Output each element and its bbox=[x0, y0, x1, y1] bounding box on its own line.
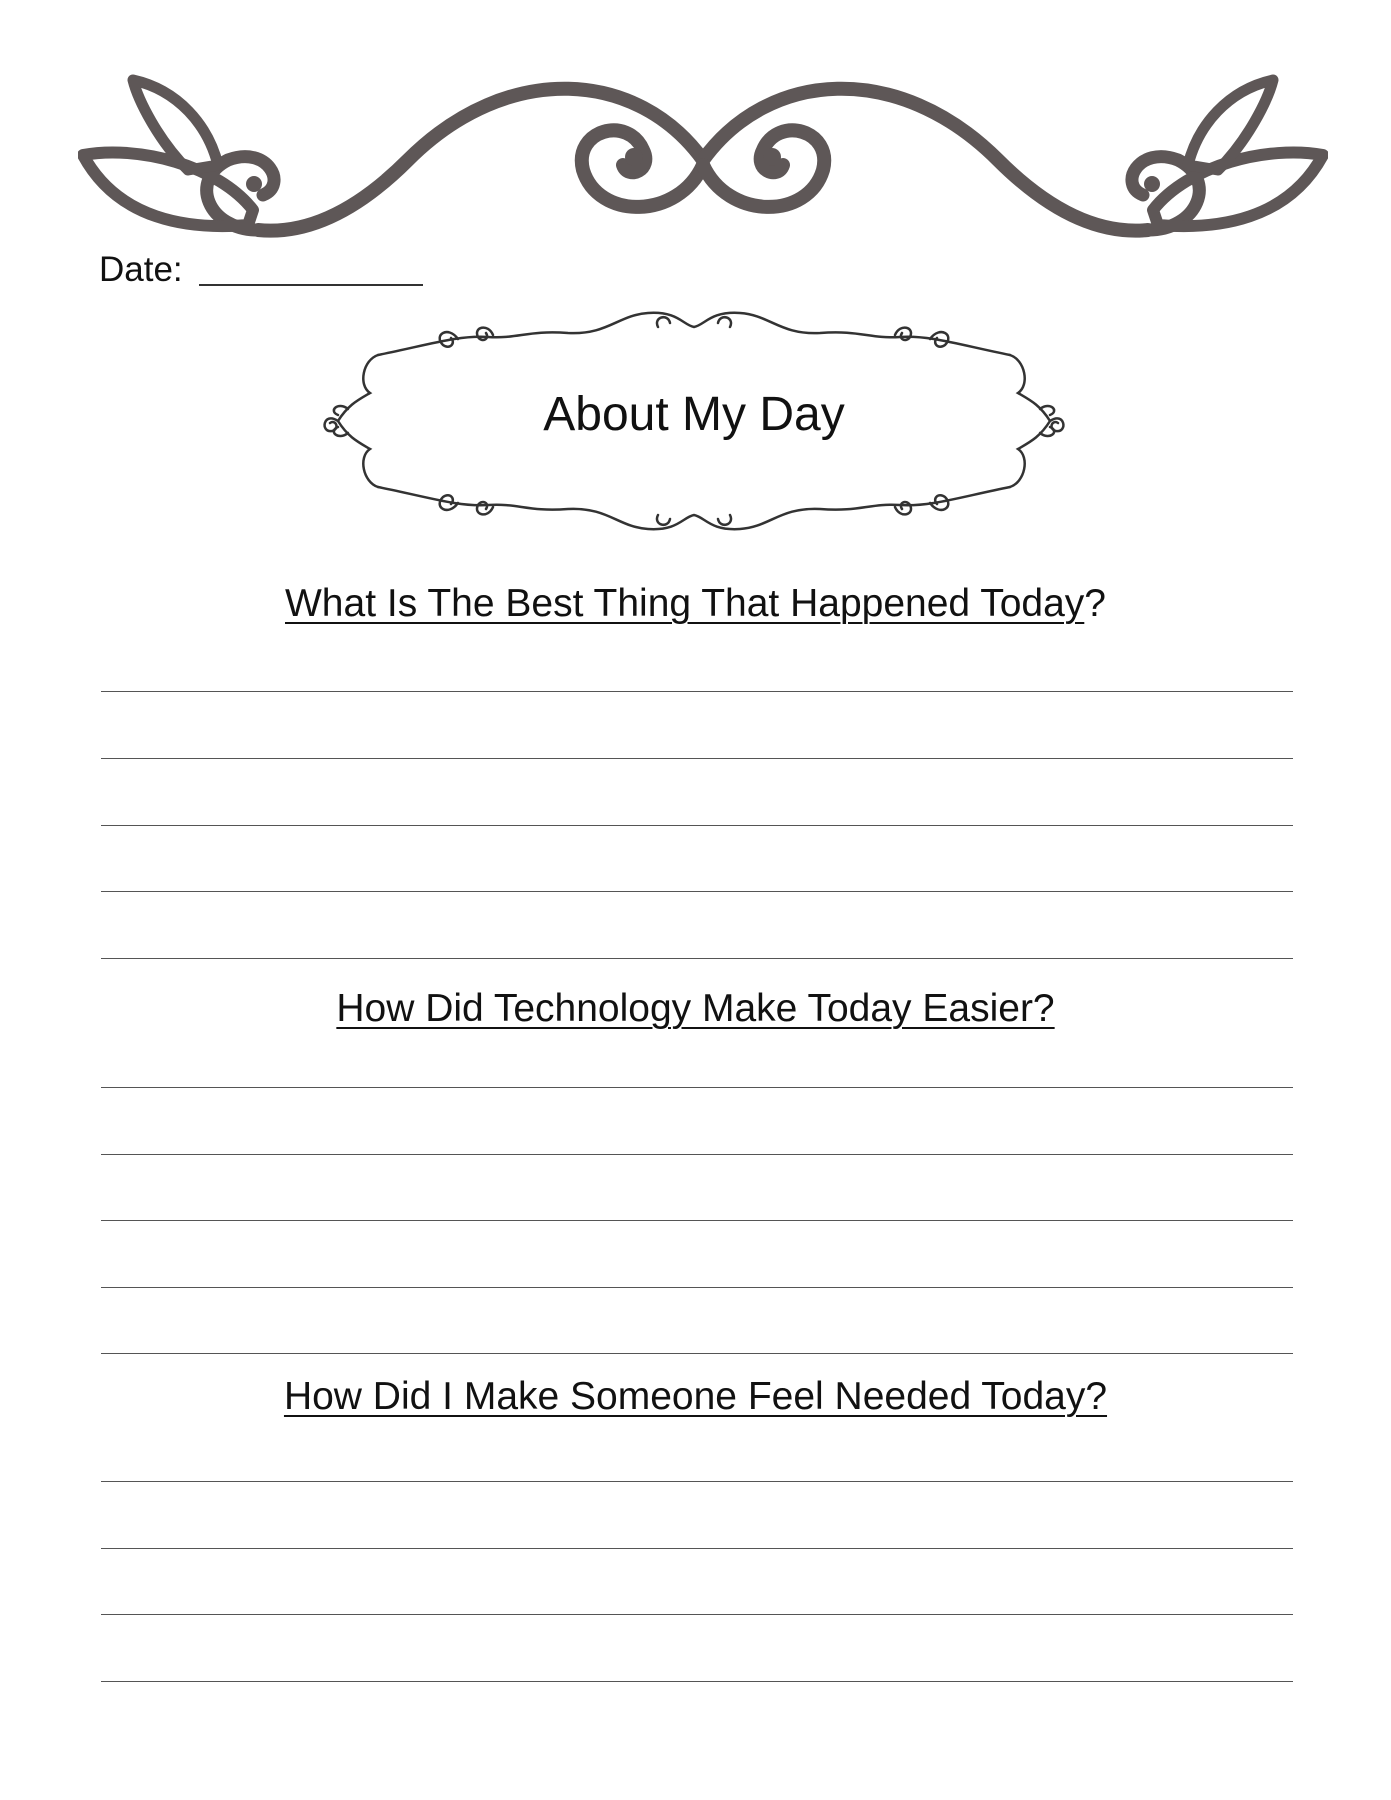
writing-line[interactable] bbox=[101, 1353, 1293, 1354]
writing-line[interactable] bbox=[101, 1681, 1293, 1682]
writing-line[interactable] bbox=[101, 891, 1293, 892]
writing-line[interactable] bbox=[101, 758, 1293, 759]
writing-line[interactable] bbox=[101, 1220, 1293, 1221]
writing-line[interactable] bbox=[101, 825, 1293, 826]
question-best-thing-text: What Is The Best Thing That Happened Today bbox=[285, 582, 1085, 625]
date-label: Date: bbox=[99, 250, 183, 289]
question-someone-needed bbox=[0, 1373, 1391, 1421]
question-best-thing-mark: ? bbox=[1084, 582, 1106, 625]
flourish-ornament bbox=[78, 70, 1328, 250]
date-blank-line[interactable] bbox=[199, 283, 423, 286]
writing-line[interactable] bbox=[101, 691, 1293, 692]
writing-line[interactable] bbox=[101, 1287, 1293, 1288]
writing-line[interactable] bbox=[101, 1087, 1293, 1088]
question-best-thing bbox=[0, 580, 1391, 628]
question-someone-needed-text: How Did I Make Someone Feel Needed Today? bbox=[283, 1375, 1108, 1418]
question-technology-text: How Did Technology Make Today Easier? bbox=[336, 987, 1055, 1030]
writing-line[interactable] bbox=[101, 958, 1293, 959]
writing-line[interactable] bbox=[101, 1154, 1293, 1155]
writing-line[interactable] bbox=[101, 1481, 1293, 1482]
writing-line[interactable] bbox=[101, 1548, 1293, 1549]
question-technology bbox=[0, 985, 1391, 1033]
writing-line[interactable] bbox=[101, 1614, 1293, 1615]
date-row bbox=[99, 248, 423, 292]
page-title: About My Day bbox=[543, 388, 845, 441]
